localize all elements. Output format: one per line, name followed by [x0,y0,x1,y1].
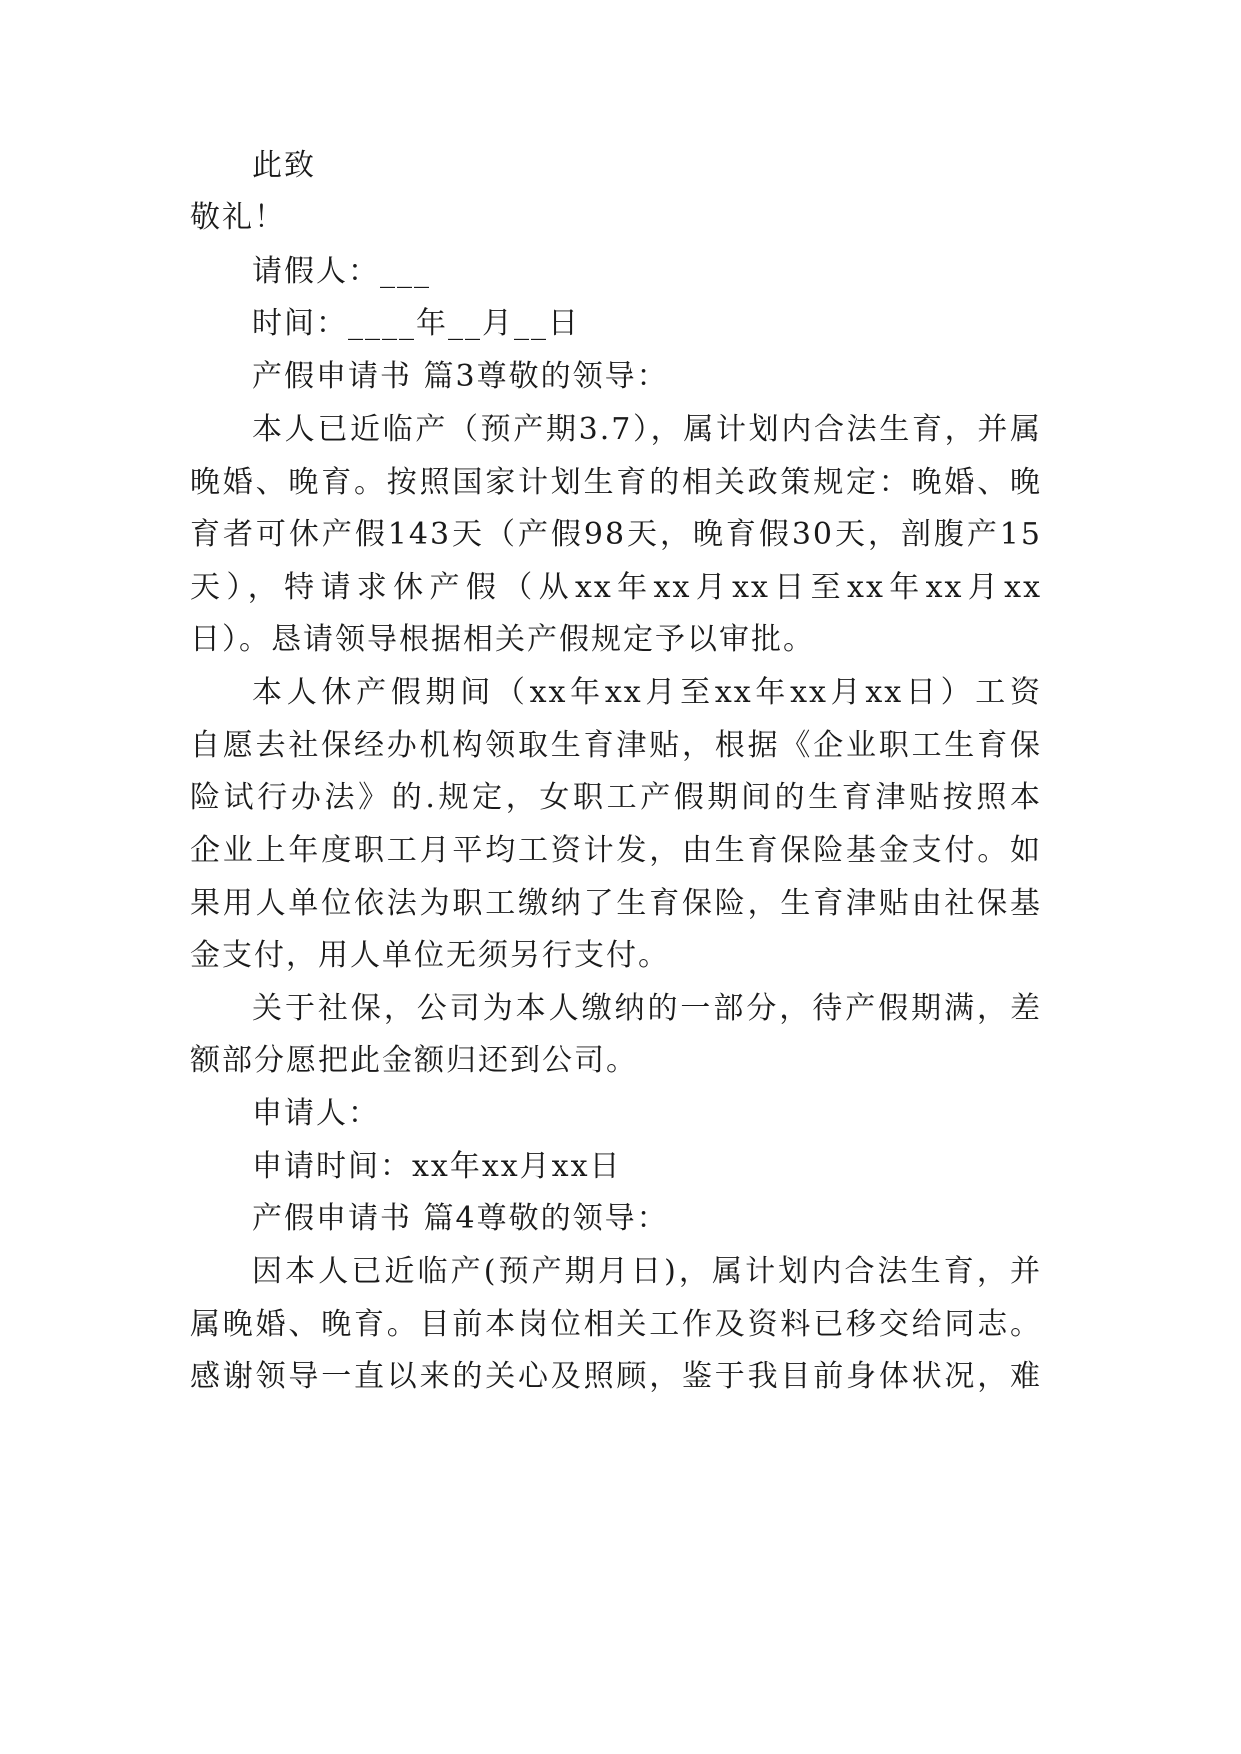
paragraph-line: 额部分愿把此金额归还到公司。 [190,1043,638,1078]
date-line: 时间：____年__月__日 [252,306,580,341]
paragraph-line: 属晚婚、晚育。目前本岗位相关工作及资料已移交给同志。 [190,1307,1042,1342]
paragraph-line: 育者可休产假143天（产假98天，晚育假30天，剖腹产15 [190,517,1042,552]
requester-line: 请假人：___ [252,254,431,289]
paragraph-line: 因本人已近临产(预产期月日)，属计划内合法生育，并 [252,1254,1042,1289]
paragraph-line: 本人休产假期间（xx年xx月至xx年xx月xx日）工资 [252,675,1042,710]
paragraph-line: 金支付，用人单位无须另行支付。 [190,938,670,973]
closing-jingli: 敬礼！ [190,200,286,235]
paragraph-line: 险试行办法》的.规定，女职工产假期间的生育津贴按照本 [190,780,1042,815]
paragraph-line: 企业上年度职工月平均工资计发，由生育保险基金支付。如 [190,833,1042,868]
paragraph-line: 晚婚、晚育。按照国家计划生育的相关政策规定：晚婚、晚 [190,465,1042,500]
paragraph-line: 本人已近临产（预产期3.7），属计划内合法生育，并属 [252,412,1042,447]
section-heading-3: 产假申请书 篇3尊敬的领导： [252,359,669,394]
paragraph-line: 果用人单位依法为职工缴纳了生育保险，生育津贴由社保基 [190,886,1042,921]
paragraph-line: 感谢领导一直以来的关心及照顾，鉴于我目前身体状况，难 [190,1359,1042,1394]
paragraph-line: 日）。恳请领导根据相关产假规定予以审批。 [190,622,815,657]
paragraph-line: 天），特请求休产假（从xx年xx月xx日至xx年xx月xx [190,570,1042,605]
paragraph-line: 关于社保，公司为本人缴纳的一部分，待产假期满，差 [252,991,1042,1026]
application-date-line: 申请时间：xx年xx月xx日 [252,1149,622,1184]
section-heading-4: 产假申请书 篇4尊敬的领导： [252,1201,669,1236]
paragraph-line: 自愿去社保经办机构领取生育津贴，根据《企业职工生育保 [190,728,1042,763]
closing-cizhi: 此致 [252,148,316,183]
applicant-line: 申请人： [252,1096,380,1131]
